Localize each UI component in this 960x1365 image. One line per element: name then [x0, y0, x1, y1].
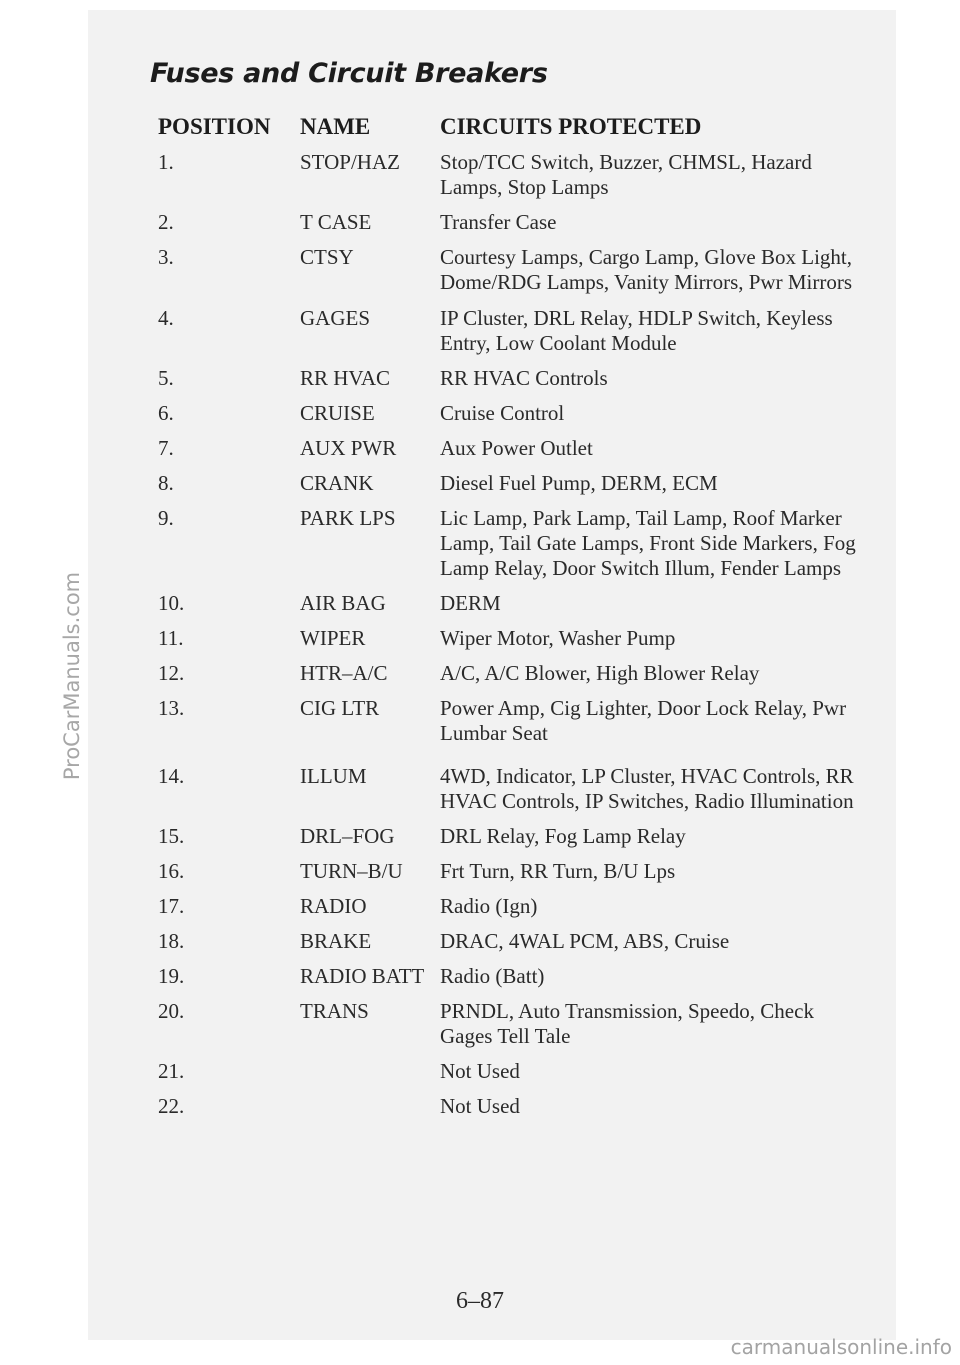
cell-position: 2. [158, 210, 174, 234]
cell-circuits: Radio (Ign) [440, 894, 538, 918]
cell-position: 21. [158, 1059, 185, 1083]
cell-position: 12. [158, 661, 185, 685]
cell-position: 10. [158, 591, 185, 615]
table-row [158, 401, 868, 426]
table-row [158, 764, 868, 814]
cell-name: RADIO BATT [300, 964, 425, 988]
table-row [158, 506, 868, 581]
cell-name: RR HVAC [300, 366, 391, 390]
cell-circuits: Stop/TCC Switch, Buzzer, CHMSL, Hazard Lamps, Stop Lamps [440, 150, 812, 199]
cell-name: T CASE [300, 210, 372, 234]
table-row [158, 436, 868, 461]
side-watermark: ProCarManuals.com [60, 571, 84, 781]
cell-position: 9. [158, 506, 174, 530]
cell-circuits: Cruise Control [440, 401, 565, 425]
cell-name: ILLUM [300, 764, 367, 788]
cell-position: 5. [158, 366, 174, 390]
cell-circuits: DERM [440, 591, 501, 615]
cell-circuits: Not Used [440, 1094, 520, 1118]
table-row [158, 859, 868, 884]
cell-circuits: Wiper Motor, Washer Pump [440, 626, 676, 650]
cell-circuits: PRNDL, Auto Transmission, Speedo, Check Gages Tell Tale [440, 999, 814, 1048]
table-row [158, 471, 868, 496]
cell-position: 15. [158, 824, 185, 848]
cell-position: 7. [158, 436, 174, 460]
table-row [158, 366, 868, 391]
cell-circuits: Radio (Batt) [440, 964, 545, 988]
header-position: POSITION [158, 114, 271, 139]
cell-position: 3. [158, 245, 174, 269]
cell-name: TRANS [300, 999, 369, 1023]
cell-circuits: DRL Relay, Fog Lamp Relay [440, 824, 686, 848]
table-row [158, 1059, 868, 1084]
cell-circuits: Aux Power Outlet [440, 436, 593, 460]
cell-circuits: Transfer Case [440, 210, 557, 234]
cell-circuits: IP Cluster, DRL Relay, HDLP Switch, Keyless Entry, Low Coolant Module [440, 306, 833, 355]
page-title: Fuses and Circuit Breakers [150, 58, 548, 89]
header-circuits: CIRCUITS PROTECTED [440, 114, 702, 139]
cell-name: CIG LTR [300, 696, 380, 720]
cell-circuits: Courtesy Lamps, Cargo Lamp, Glove Box Light, Dome/RDG Lamps, Vanity Mirrors, Pwr Mirrors [440, 245, 853, 294]
cell-position: 13. [158, 696, 185, 720]
table-row [158, 591, 868, 616]
cell-position: 22. [158, 1094, 185, 1118]
cell-name: BRAKE [300, 929, 372, 953]
cell-position: 6. [158, 401, 174, 425]
cell-name: PARK LPS [300, 506, 396, 530]
fuse-table [158, 114, 868, 1119]
cell-position: 14. [158, 764, 185, 788]
table-row [158, 999, 868, 1049]
cell-position: 1. [158, 150, 174, 174]
table-row [158, 894, 868, 919]
cell-position: 18. [158, 929, 185, 953]
table-row [158, 824, 868, 849]
cell-circuits: RR HVAC Controls [440, 366, 608, 390]
cell-name: WIPER [300, 626, 366, 650]
cell-name: AUX PWR [300, 436, 397, 460]
cell-name: DRL–FOG [300, 824, 395, 848]
bottom-watermark: carmanualsonline.info [730, 1335, 952, 1359]
header-name: NAME [300, 114, 371, 139]
cell-name: TURN–B/U [300, 859, 403, 883]
cell-position: 20. [158, 999, 185, 1023]
table-row [158, 1094, 868, 1119]
cell-position: 8. [158, 471, 174, 495]
cell-position: 11. [158, 626, 184, 650]
cell-name: AIR BAG [300, 591, 386, 615]
cell-position: 19. [158, 964, 185, 988]
table-row [158, 929, 868, 954]
cell-name: STOP/HAZ [300, 150, 400, 174]
cell-circuits: Frt Turn, RR Turn, B/U Lps [440, 859, 676, 883]
table-row [158, 661, 868, 686]
cell-name: CRANK [300, 471, 374, 495]
cell-name: GAGES [300, 306, 371, 330]
cell-circuits: A/C, A/C Blower, High Blower Relay [440, 661, 760, 685]
page-number: 6–87 [456, 1288, 504, 1314]
table-row [158, 306, 868, 356]
table-row [158, 696, 868, 746]
cell-circuits: Not Used [440, 1059, 520, 1083]
cell-name: RADIO [300, 894, 367, 918]
cell-position: 17. [158, 894, 185, 918]
table-row [158, 964, 868, 989]
cell-circuits: Diesel Fuel Pump, DERM, ECM [440, 471, 718, 495]
cell-name: CRUISE [300, 401, 375, 425]
cell-position: 16. [158, 859, 185, 883]
cell-name: HTR–A/C [300, 661, 388, 685]
table-row [158, 150, 868, 200]
table-row [158, 210, 868, 235]
cell-circuits: DRAC, 4WAL PCM, ABS, Cruise [440, 929, 730, 953]
cell-circuits: Lic Lamp, Park Lamp, Tail Lamp, Roof Marker Lamp, Tail Gate Lamps, Front Side Markers, Fog Lamp Relay, Door Switch Illum, Fender Lamps [440, 506, 856, 580]
cell-name: CTSY [300, 245, 354, 269]
table-row [158, 626, 868, 651]
cell-circuits: Power Amp, Cig Lighter, Door Lock Relay, Pwr Lumbar Seat [440, 696, 847, 745]
cell-circuits: 4WD, Indicator, LP Cluster, HVAC Controls, RR HVAC Controls, IP Switches, Radio Illumination [440, 764, 854, 813]
table-header [158, 114, 868, 148]
table-row [158, 245, 868, 295]
cell-position: 4. [158, 306, 174, 330]
